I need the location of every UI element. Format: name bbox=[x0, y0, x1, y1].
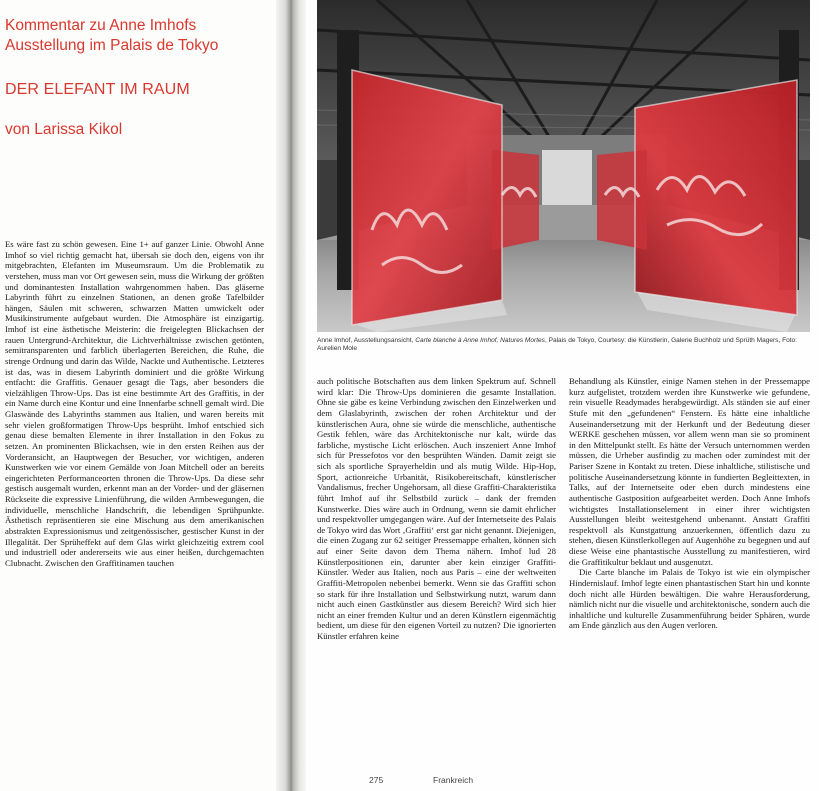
kicker-line-2: Ausstellung im Palais de Tokyo bbox=[5, 37, 219, 54]
caption-artwork-title: Carte blanche à Anne Imhof, Natures Mortes bbox=[415, 337, 545, 344]
column-1-text: Es wäre fast zu schön gewesen. Eine 1+ auf ganzer Linie. Obwohl Anne Imhof so viel richtig gemacht hat, übersah sie doch den, eigens von ihr mitgebrachten, Elefanten im Museumsraum. Um die Problematik zu verstehen, muss man vor Ort gewesen sein, muss die Wirkung der größten und dominantesten Installation wahrgenommen haben. Das gläserne Labyrinth führt zu einzelnen Stationen, an denen große Tafelbilder hängen, Säulen mit schweren, schwarzen Matten umwickelt oder Musikinstrumente aufgebaut wurden. Die Atmosphäre ist einzigartig. Imhof ist eine ästhetische Meisterin: die freigelegten Blickachsen der rauen Untergrund-Architektur, die Lichtverhältnisse zwischen getönten, semitransparenten und farblich überlagerten Bereichen, die Ruhe, die strenge Ordnung und darin das Wilde, Nackte und Authentische. Letzteres ist das, was in diesem Labyrinth dominiert und die größte Wirkung entfacht: die Graffitis. Genauer gesagt die Tags, aber besonders die vielzähligen Throw-Ups. Das ist eine bestimmte Art des Graffitis, in der ein Name durch eine Kontur und eine Innenfarbe schnell gemalt wird. Die Glaswände des Labyrinths stammen aus Italien, und waren bereits mit sehr vielen großformatigen Throw-Ups besprüht. Imhof entschied sich genau diese bemalten Elemente in ihrer Installation in den Fokus zu setzen. An prominenten Blickachsen, wie in den ersten Reihen aus der Vorderansicht, an Hauptwegen der Besucher, vor wichtigen, anderen Kunstwerken wie vor einem Gemälde von Joan Mitchell oder an bereits eingerichteten Performanceorten thronen die Throw-Ups. Da diese sehr gestisch ausgemalt wurden, erkennt man an der Vorder- und der gläsernen Rückseite die expressive Linienführung, die wilden Armbewegungen, die individuelle, menschliche Handschrift, die lebendigen Sprühpunkte. Ästhetisch repräsentieren sie eine Mischung aus dem amerikanischen abstrakten Expressionismus und zeitgenössischer, gestischer Kunst in der Illegalität. Der Sprüheffekt auf dem Glas wirkt gleichzeitig extrem cool und industriell oder andererseits wie aus einer heißen, durchgemachten Clubnacht. Zwischen den Graffitinamen tauchen bbox=[5, 239, 264, 568]
text-column-1 bbox=[5, 239, 264, 568]
column-3-paragraph-1: Behandlung als Künstler, einige Namen stehen in der Pressemappe kurz aufgelistet, trotzdem werden ihre Kunstwerke wie gefundene, rein visuelle Readymades herabgewürdigt. Als ständen sie auf einer Stufe mit den „gefundenen“ Fenstern. Es hätte eine inhaltliche Auseinandersetzung mit der Herkunft und der Bedeutung dieser WERKE geschehen müssen, vor allem wenn man sie so prominent in den Mittelpunkt stellt. Es hätte der Versuch unternommen werden müssen, die Urheber ausfindig zu machen oder zumindest mit der Pariser Szene in Kontakt zu treten. Diese inhaltliche, stilistische und politische Auseinandersetzung könnte in fundierten Begleittexten, in Talks, auf der Internetseite oder eben durch mindestens eine authentische Gastposition aufgearbeitet werden. Doch Anne Imhofs wichtigstes Installationselement in einer ihrer wichtigsten Ausstellungen bleibt weitestgehend unbenannt. Anstatt Graffiti respektvoll als Kunstgattung anzuerkennen, öffentlich dazu zu stehen, diesen Künstlerkollegen auf Augenhöhe zu begegnen und auf diese Weise eine phantastische Ausstellung zu manifestieren, wird die Graffitikultur beklaut und ausgenutzt. bbox=[569, 376, 810, 567]
photo-caption bbox=[317, 337, 810, 354]
glass-panel-right-red bbox=[635, 80, 797, 315]
exhibition-photo bbox=[317, 0, 810, 332]
book-gutter bbox=[276, 0, 306, 791]
glass-panel-center-left bbox=[492, 150, 539, 250]
glass-panel-center-right bbox=[597, 150, 647, 250]
installation-photo-image bbox=[317, 0, 810, 332]
page-number: 275 bbox=[369, 775, 384, 785]
caption-text: Anne Imhof, Ausstellungsansicht, bbox=[317, 337, 416, 344]
glass-panel-left-red bbox=[352, 70, 502, 325]
far-doorway bbox=[542, 150, 592, 205]
text-column-2 bbox=[317, 376, 556, 642]
section-label: Frankreich bbox=[433, 775, 474, 785]
column-3-paragraph-2: Die Carte blanche im Palais de Tokyo ist wie ein olympischer Hindernislauf. Imhof legte einen phantastischen Start hin und konnte doch nicht alle Hürden bewältigen. Die wahre Herausforderung, nämlich nicht nur die visuelle und architektonische, sondern auch die inhaltliche und kulturelle Zusammenführung beider Sphären, wurde am Ende gänzlich aus den Augen verloren. bbox=[569, 567, 810, 631]
kicker-line-1: Kommentar zu Anne Imhofs bbox=[5, 17, 197, 34]
article-byline: von Larissa Kikol bbox=[5, 121, 123, 138]
article-kicker bbox=[5, 16, 275, 56]
article-headline: DER ELEFANT IM RAUM bbox=[5, 81, 190, 98]
column-2-text: auch politische Botschaften aus dem linken Spektrum auf. Schnell wird klar: Die Throw-Ups dominieren die gesamte Installation. Ohne sie gäbe es keine Verbindung zwischen den Einzelwerken und dem Glaslabyrinth, zwischen der rohen Architektur und der künstlerischen Aura, ohne sie würde die menschliche, authentische Gestik fehlen, wäre das Architektonische nur kalt, würde das farbliche, mystische Licht erlöschen. Auch inszeniert Anne Imhof sich für Pressefotos vor den besprühten Wänden. Damit zeigt sie sich als sportliche Sprayerheldin und als mutig Wilde. Hip-Hop, Sport, actionreiche Urbanität, Risikobereitschaft, künstlerischer Vandalismus, frecher Ungehorsam, all diese Graffiti-Charakteristika führt Imhof auf ihr Selbstbild zurück – dank der fremden Kunstwerke. Dies wäre auch in Ordnung, wenn sie damit ehrlicher und respektvoller umgegangen wäre. Auf der Internetseite des Palais de Tokyo wird das Wort ‚Graffiti‘ erst gar nicht genannt. Diejenigen, die einen Zugang zur 62 seitiger Pressemappe erhalten, können sich auf einer Seite davon dem Thema nähern. Imhof lud 28 Künstlerpositionen ein, darunter aber kein einziger Graffiti-Künstler. Weder aus Italien, noch aus Paris – eine der weltweiten Graffiti-Metropolen nebenbei bemerkt. Wenn sie das Graffiti schon so stark für ihre Installation und Selbstwirkung nutzt, warum dann nicht auch einen Gastkünstler aus diesem Bereich? Wird sich hier nicht an einer fremden Kultur und an deren Künstlern eigenmächtig bedient, um diese für den eigenen Vorteil zu nutzen? Die ignorierten Künstler erfahren keine bbox=[317, 376, 556, 641]
caption-credits: , Palais de Tokyo, Courtesy: die Künstlerin, Galerie Buchholz und Sprüth Magers, Foto: Aurelien Mole bbox=[317, 337, 798, 353]
text-column-3 bbox=[569, 376, 810, 631]
